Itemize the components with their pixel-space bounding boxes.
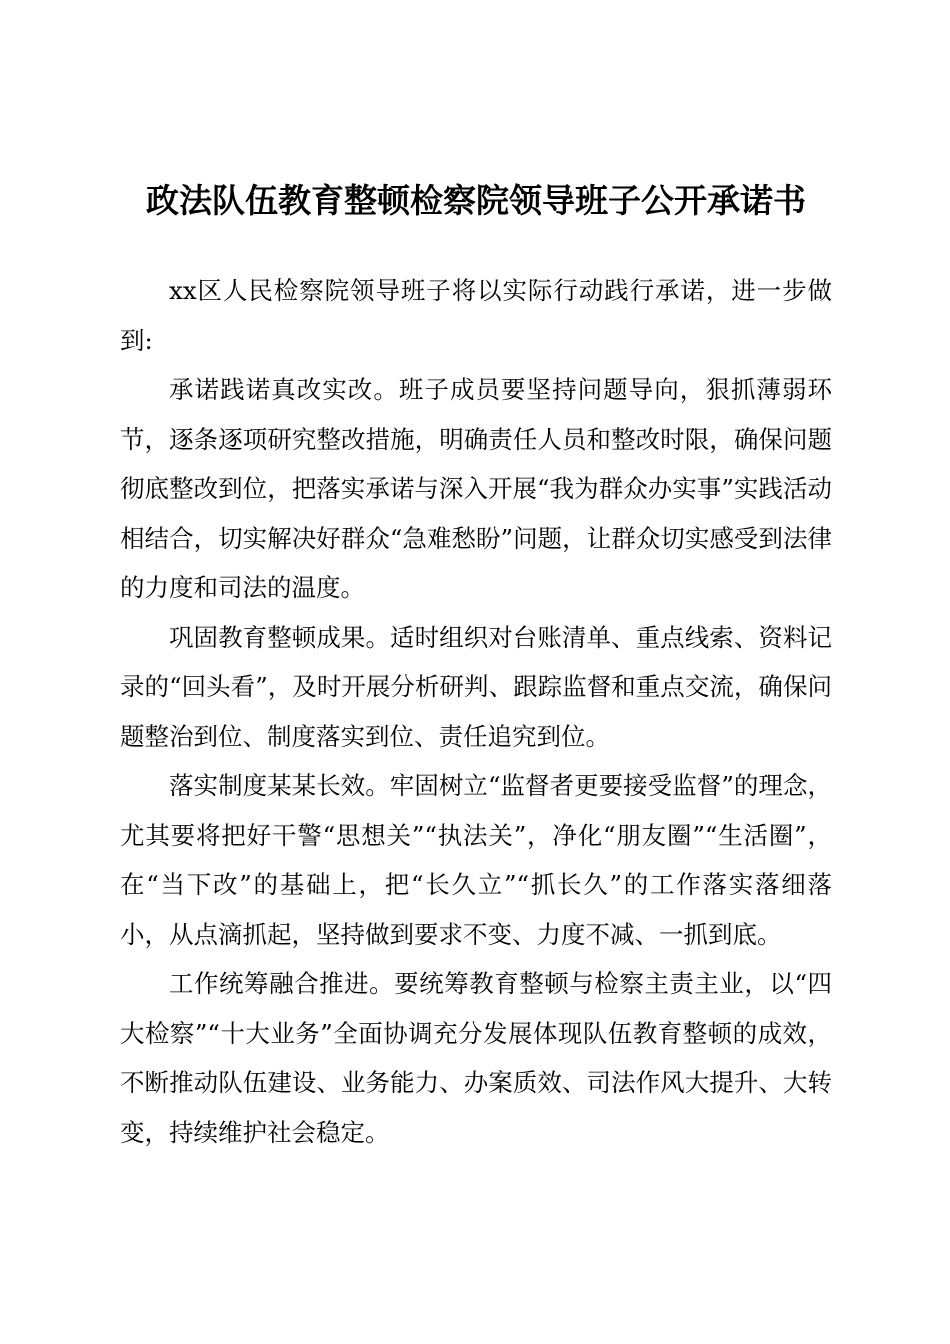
document-title: 政法队伍教育整顿检察院领导班子公开承诺书 [146, 181, 806, 220]
paragraph-intro: xx区人民检察院领导班子将以实际行动践行承诺，进一步做到: [120, 276, 832, 355]
paragraph-integrated-advancement: 工作统筹融合推进。要统筹教育整顿与检察主责主业，以“四大检察”“十大业务”全面协调充分发展体现队伍教育整顿的成效，不断推动队伍建设、业务能力、办案质效、司法作风大提升、大转变，持续维护社会稳定。 [120, 969, 832, 1147]
paragraph-commitment-rectification: 承诺践诺真改实改。班子成员要坚持问题导向，狠抓薄弱环节，逐条逐项研究整改措施，明确责任人员和整改时限，确保问题彻底整改到位，把落实承诺与深入开展“我为群众办实事”实践活动相结合，切实解决好群众“急难愁盼”问题，让群众切实感受到法律的力度和司法的温度。 [120, 375, 832, 602]
paragraph-long-term-system: 落实制度某某长效。牢固树立“监督者更要接受监督”的理念，尤其要将把好干警“思想关”“执法关”，净化“朋友圈”“生活圈”，在“当下改”的基础上，把“长久立”“抓长久”的工作落实落细落小，从点滴抓起，坚持做到要求不变、力度不减、一抓到底。 [120, 771, 832, 949]
paragraph-consolidate-results: 巩固教育整顿成果。适时组织对台账清单、重点线索、资料记录的“回头看”，及时开展分析研判、跟踪监督和重点交流，确保问题整治到位、制度落实到位、责任追究到位。 [120, 622, 832, 751]
